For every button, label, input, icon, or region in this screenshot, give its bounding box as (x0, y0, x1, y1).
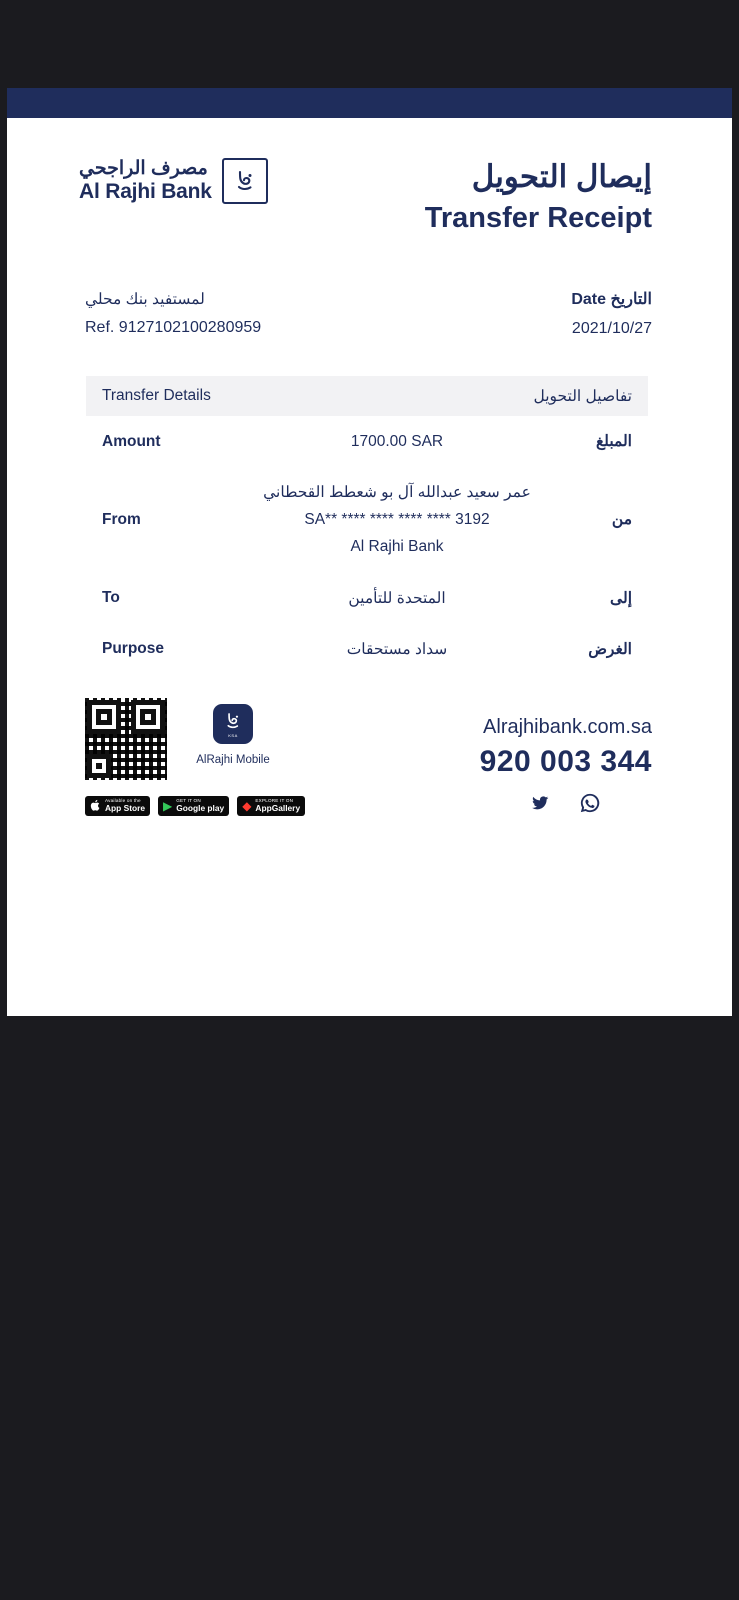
page-title-english: Transfer Receipt (424, 201, 652, 234)
date-meta (571, 286, 652, 344)
date-label-arabic: التاريخ (610, 291, 652, 308)
store-badge-subtitle: Available on the (105, 798, 141, 804)
row-label-english: Amount (102, 432, 161, 450)
receipt-footer (7, 698, 732, 858)
beneficiary-meta (85, 286, 261, 343)
store-badge-title: AppGallery (255, 803, 301, 813)
date-label (571, 286, 652, 315)
store-badge-text (255, 799, 300, 813)
page-title-arabic: إيصال التحويل (471, 159, 652, 194)
bank-name-arabic: مصرف الراجحي (79, 158, 208, 179)
google-play-icon: ▶ (163, 799, 173, 813)
apple-icon (90, 799, 101, 814)
table-row (86, 467, 648, 572)
row-value-line: Al Rajhi Bank (350, 538, 444, 556)
page-title (425, 156, 652, 238)
row-value-line: 1700.00 SAR (350, 433, 444, 450)
appgallery-icon: ◆ (242, 799, 252, 813)
store-badge-title: App Store (105, 803, 146, 813)
qr-corner-icon (87, 754, 111, 778)
row-label-arabic: المبلغ (595, 433, 632, 451)
reference-number: Ref. 9127102100280959 (85, 318, 262, 336)
contact-block (480, 716, 652, 815)
store-badge-title: Google play (176, 803, 225, 813)
table-row (86, 624, 648, 675)
store-badge-subtitle: GET IT ON (176, 798, 201, 804)
app-store-badges (85, 796, 305, 816)
row-value-line: المتحدة للتأمين (348, 589, 446, 607)
app-icon-badge: KSA (228, 733, 238, 738)
al-rajhi-logo-icon (222, 158, 268, 204)
social-links (480, 791, 652, 815)
twitter-icon[interactable] (528, 791, 552, 815)
website-link[interactable]: Alrajhibank.com.sa (483, 716, 652, 738)
bank-logo-text (79, 158, 212, 204)
details-header-english: Transfer Details (102, 387, 211, 404)
details-header-arabic: تفاصيل التحويل (533, 387, 632, 405)
mobile-app-label: AlRajhi Mobile (196, 754, 270, 766)
row-value (252, 585, 542, 612)
row-label-arabic: من (611, 511, 632, 529)
row-label-arabic: الغرض (588, 640, 632, 658)
row-value (252, 428, 542, 455)
app-status-bar (7, 88, 732, 118)
beneficiary-note: لمستفيد بنك محلي (85, 291, 205, 308)
qr-code-block (85, 698, 167, 780)
qr-code-icon (85, 698, 167, 780)
row-label-english: To (102, 589, 120, 607)
row-value (252, 636, 542, 663)
details-rows (86, 416, 648, 675)
store-badge[interactable] (158, 796, 229, 816)
receipt-sheet (7, 118, 732, 1016)
row-value (252, 479, 542, 560)
store-badge[interactable] (85, 796, 150, 816)
phone-number[interactable]: 920 003 344 (479, 745, 652, 778)
bank-name-english: Al Rajhi Bank (79, 179, 212, 203)
alrajhi-mobile-app-icon (213, 704, 253, 744)
transfer-details-table (86, 376, 648, 675)
table-row (86, 573, 648, 624)
store-badge-text (176, 799, 224, 813)
row-label-arabic: إلى (610, 589, 632, 607)
row-label-english: From (102, 510, 141, 528)
store-badge-text (105, 799, 145, 813)
row-value-line: سداد مستحقات (346, 640, 448, 658)
whatsapp-icon[interactable] (578, 791, 602, 815)
store-badge[interactable] (237, 796, 305, 816)
receipt-header (7, 118, 732, 268)
store-badge-subtitle: EXPLORE IT ON (255, 798, 294, 804)
transfer-details-header (86, 376, 648, 416)
row-label-english: Purpose (102, 640, 165, 658)
date-label-english: Date (571, 291, 607, 308)
bank-logo (79, 158, 268, 204)
row-value-line: عمر سعيد عبدالله آل بو شعطط القحطاني (263, 484, 531, 502)
table-row (86, 416, 648, 467)
mobile-app-block[interactable] (193, 704, 273, 766)
date-value: 2021/10/27 (571, 319, 652, 337)
row-value-line: SA** **** **** **** **** 3192 (304, 511, 490, 529)
